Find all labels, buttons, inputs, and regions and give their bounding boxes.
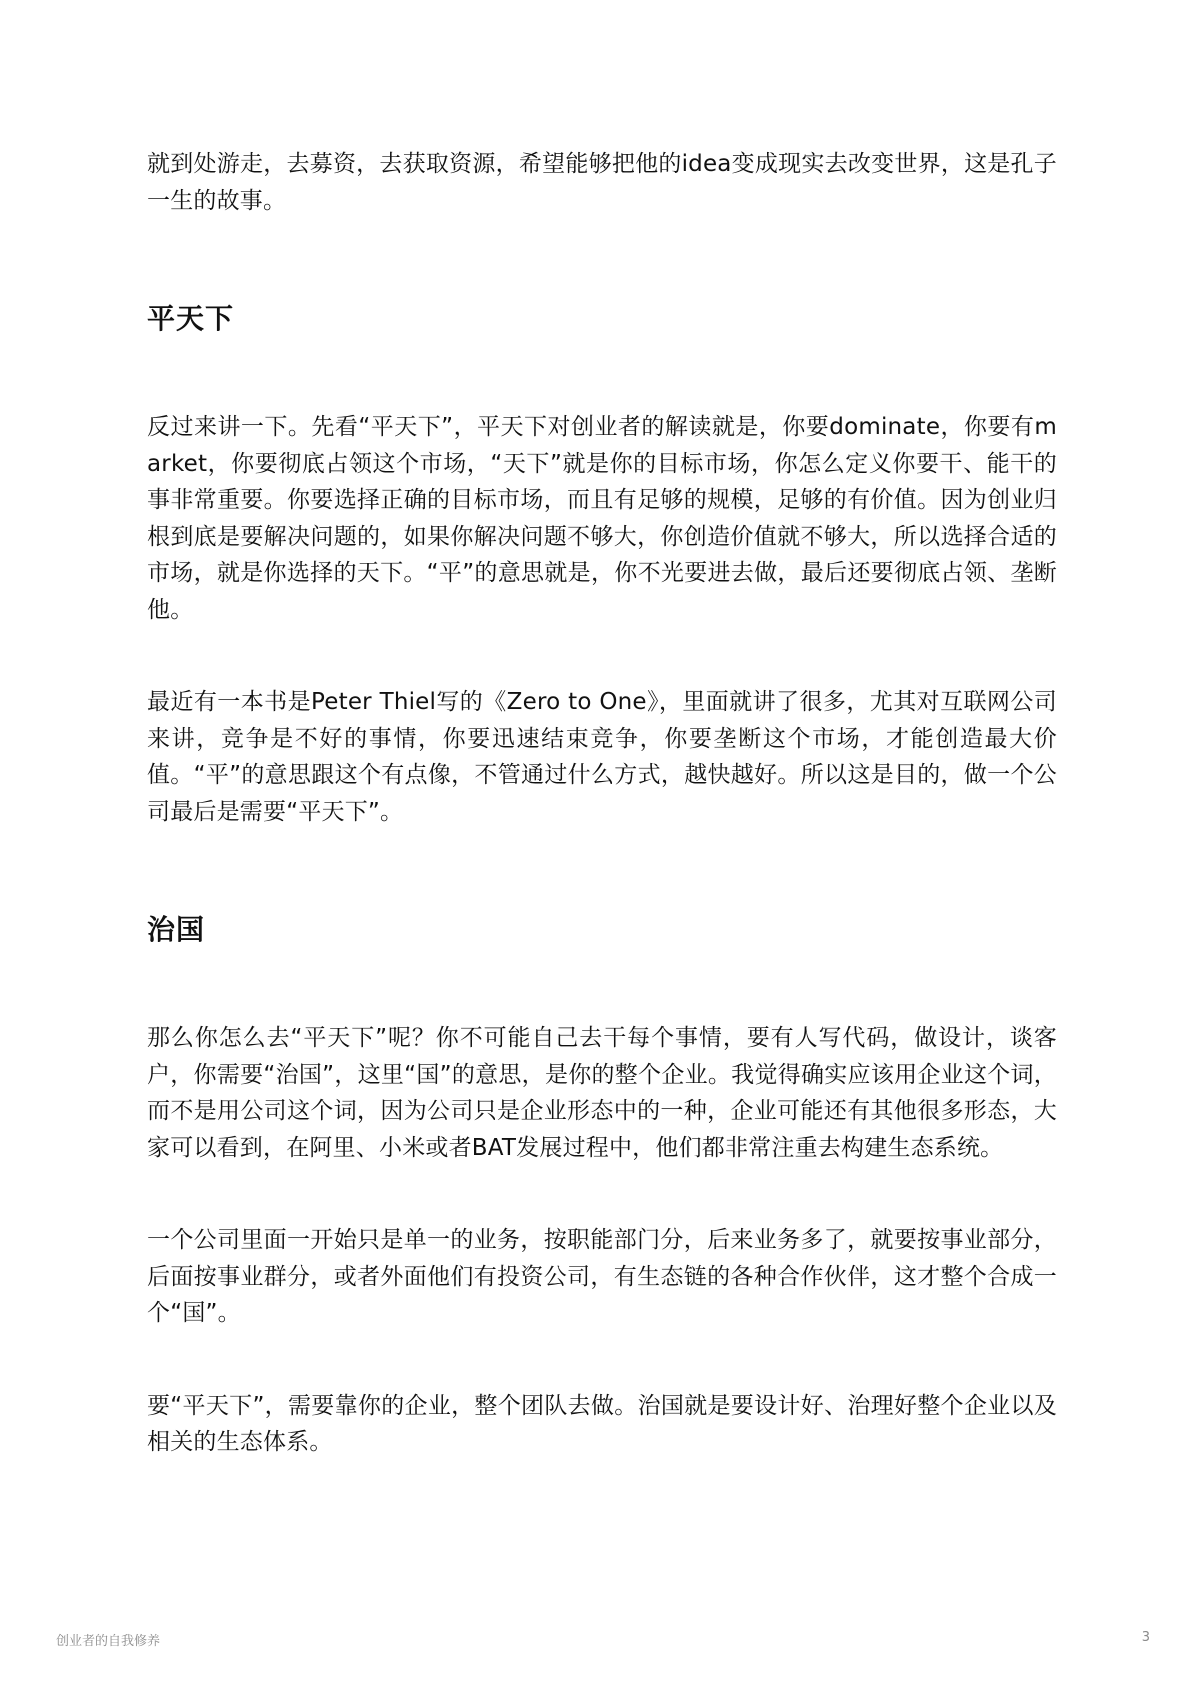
paragraph-ping-tian-xia-definition: 反过来讲一下。先看“平天下”，平天下对创业者的解读就是，你要dominate，你要有market，你要彻底占领这个市场，“天下”就是你的目标市场，你怎么定义你要干、能干的事非常重要。你要选择正确的目标市场，而且有足够的规模，足够的有价值。因为创业归根到底是要解决问题的，如果你解决问题不够大，你创造价值就不够大，所以选择合适的市场，就是你选择的天下。“平”的意思就是，你不光要进去做，最后还要彻底占领、垄断他。 bbox=[147, 414, 1057, 623]
footer-book-title: 创业者的自我修养 bbox=[56, 1634, 161, 1649]
heading-zhi-guo: 治国 bbox=[147, 913, 206, 946]
paragraph-zero-to-one: 最近有一本书是Peter Thiel写的《Zero to One》，里面就讲了很多，尤其对互联网公司来讲，竞争是不好的事情，你要迅速结束竞争，你要垄断这个市场，才能创造最大价值。“平”的意思跟这个有点像，不管通过什么方式，越快越好。所以这是目的，做一个公司最后是需要“平天下”。 bbox=[147, 689, 1057, 825]
page-content bbox=[147, 146, 1057, 1461]
heading-ping-tian-xia: 平天下 bbox=[147, 302, 235, 335]
paragraph-company-structure: 一个公司里面一开始只是单一的业务，按职能部门分，后来业务多了，就要按事业部分，后面按事业群分，或者外面他们有投资公司，有生态链的各种合作伙伴，这才整个合成一个“国”。 bbox=[147, 1227, 1057, 1326]
paragraph-zhi-guo-summary: 要“平天下”，需要靠你的企业，整个团队去做。治国就是要设计好、治理好整个企业以及相关的生态体系。 bbox=[147, 1392, 1057, 1455]
paragraph-confucius-story: 就到处游走，去募资，去获取资源，希望能够把他的idea变成现实去改变世界，这是孔子一生的故事。 bbox=[147, 151, 1057, 214]
footer-page-number: 3 bbox=[1141, 1630, 1150, 1645]
paragraph-zhi-guo-enterprise: 那么你怎么去“平天下”呢？你不可能自己去干每个事情，要有人写代码，做设计，谈客户，你需要“治国”，这里“国”的意思，是你的整个企业。我觉得确实应该用企业这个词，而不是用公司这个词，因为公司只是企业形态中的一种，企业可能还有其他很多形态，大家可以看到，在阿里、小米或者BAT发展过程中，他们都非常注重去构建生态系统。 bbox=[147, 1025, 1057, 1161]
